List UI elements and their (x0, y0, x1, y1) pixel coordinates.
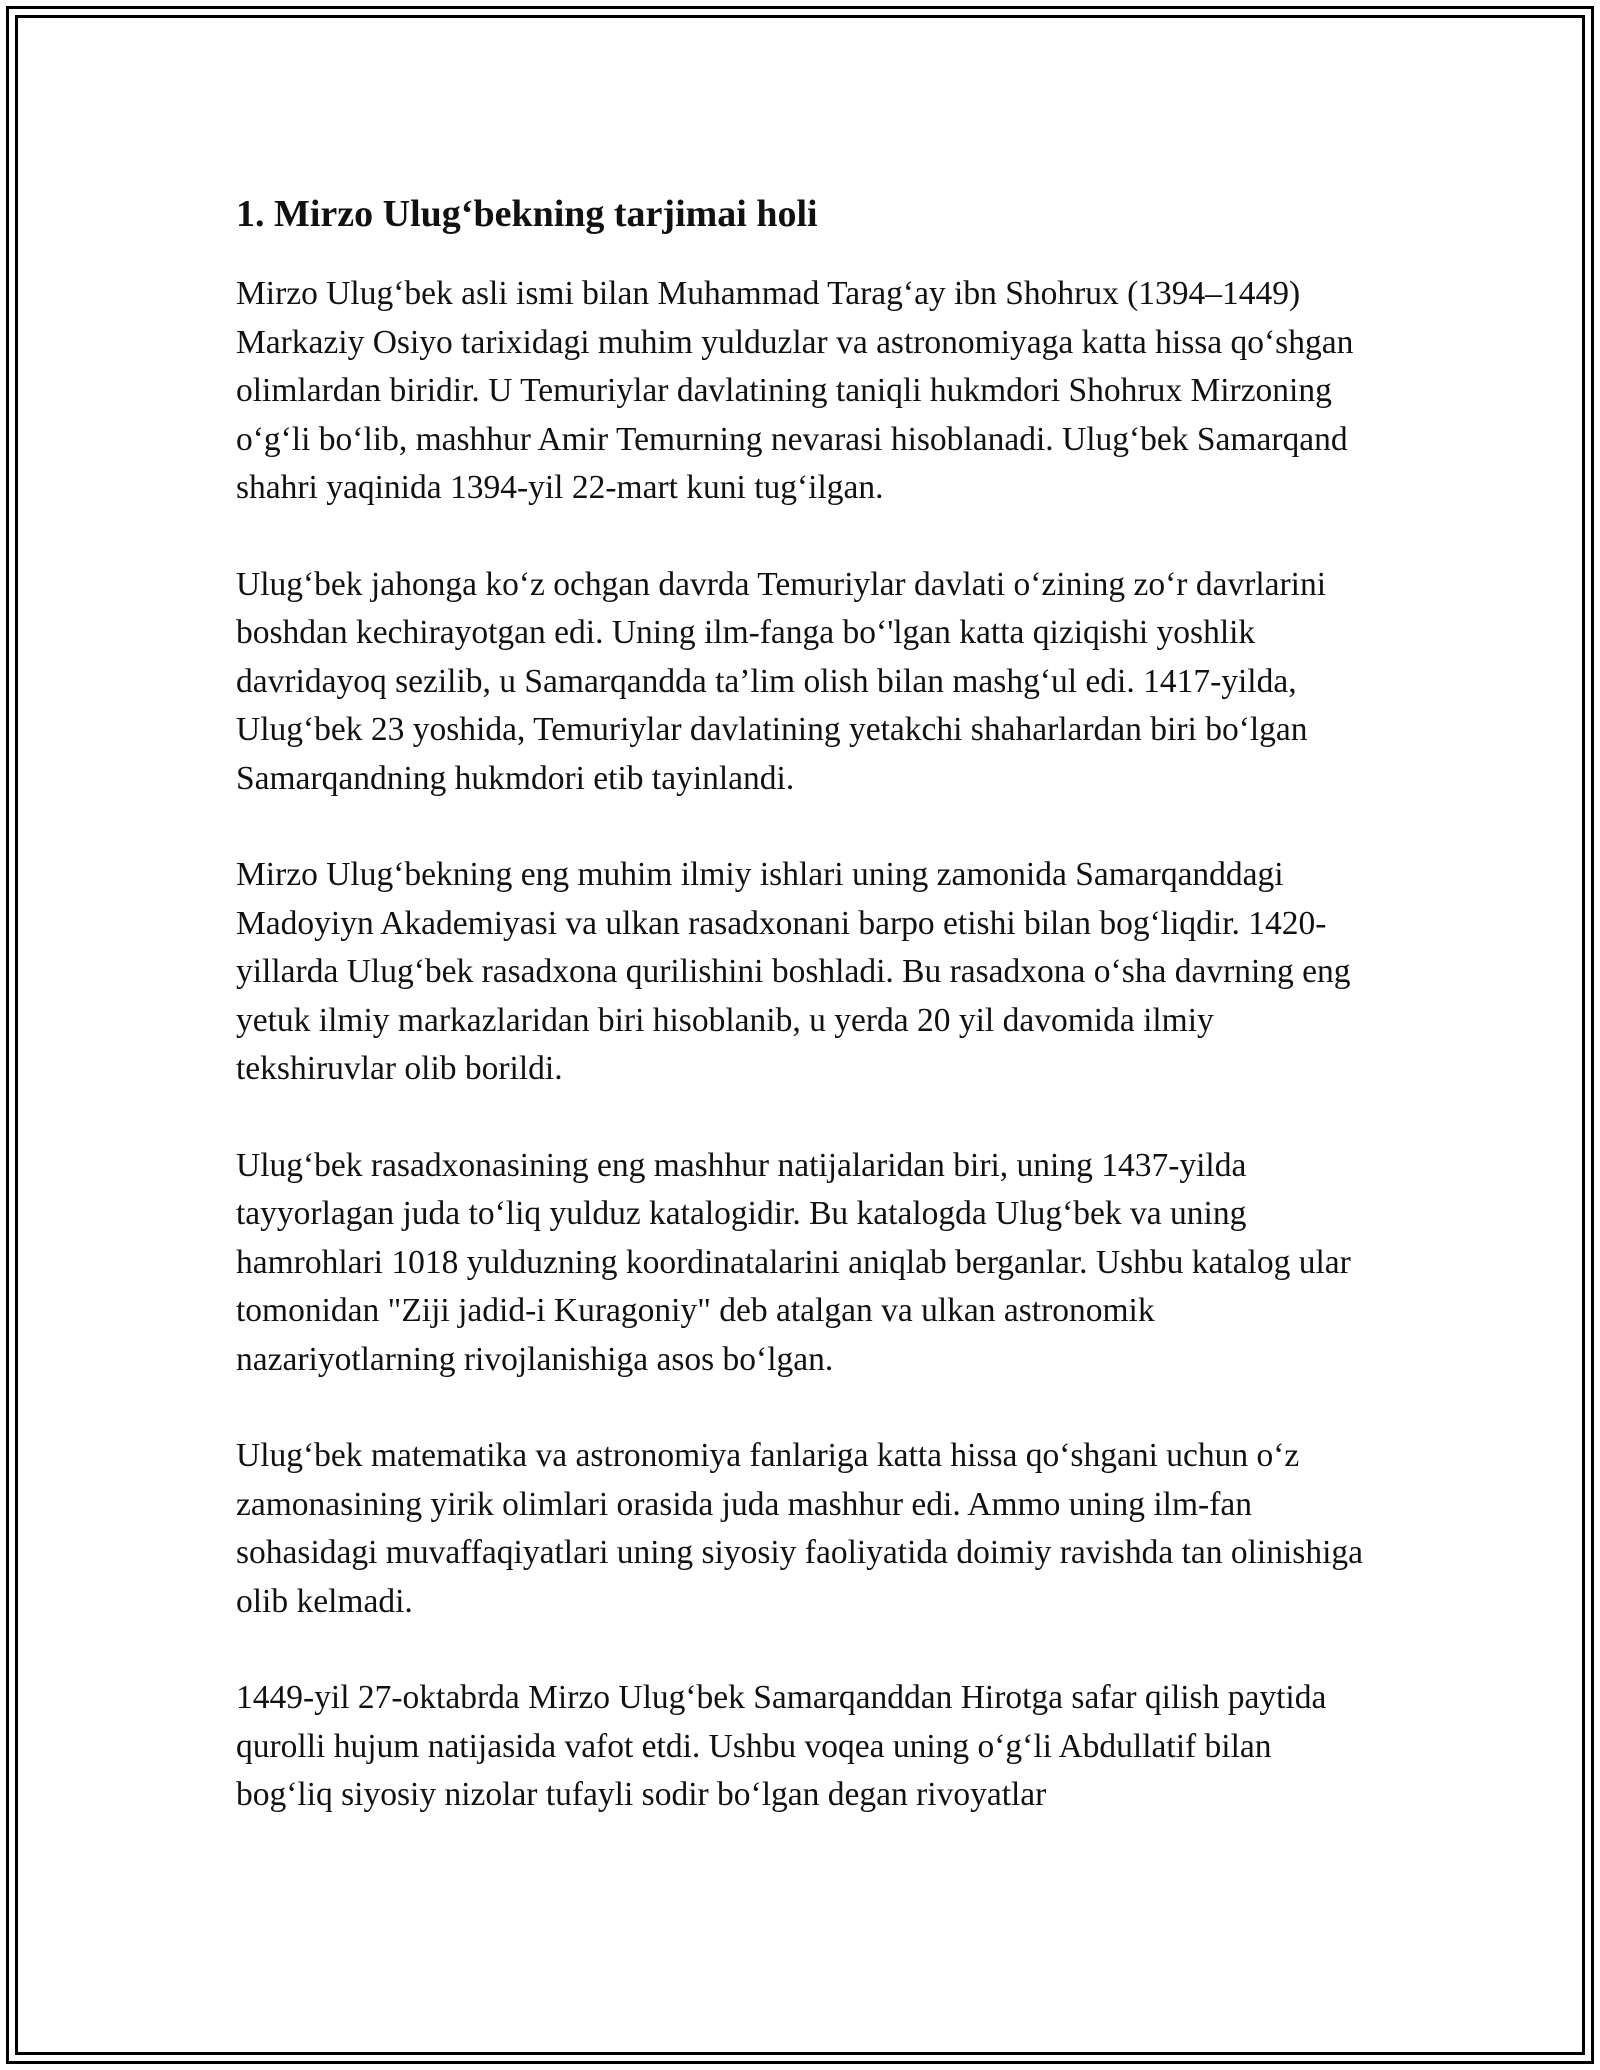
paragraph-star-catalog: Ulug‘bek rasadxonasining eng mashhur natijalaridan biri, uning 1437-yilda tayyorlagan juda to‘liq yulduz katalogidir. Bu katalogda Ulug‘bek va uning hamrohlari 1018 yulduzning koordinatalarini aniqlab berganlar. Ushbu katalog ular tomonidan "Ziji jadid-i Kuragoniy" deb atalgan va ulkan astronomik nazariyotlarning rivojlanishiga asos bo‘lgan. (236, 1146, 1351, 1378)
paragraph-scientific-fame: Ulug‘bek matematika va astronomiya fanlariga katta hissa qo‘shgani uchun o‘z zamonasining yirik olimlari orasida juda mashhur edi. Ammo uning ilm-fan sohasidagi muvaffaqiyatlari uning siyosiy faoliyatida doimiy ravishda tan olinishiga olib kelmadi. (236, 1437, 1364, 1620)
section-heading: 1. Mirzo Ulug‘bekning tarjimai holi (236, 193, 818, 235)
document-body (236, 186, 1376, 1868)
paragraph-early-life: Ulug‘bek jahonga ko‘z ochgan davrda Temuriylar davlati o‘zining zo‘r davrlarini boshdan kechirayotgan edi. Uning ilm-fanga bo‘'lgan katta qiziqishi yoshlik davridayoq sezilib, u Samarqandda ta’lim olish bilan mashg‘ul edi. 1417-yilda, Ulug‘bek 23 yoshida, Temuriylar davlatining yetakchi shaharlardan biri bo‘lgan Samarqandning hukmdori etib tayinlandi. (236, 565, 1327, 797)
paragraph-death: 1449-yil 27-oktabrda Mirzo Ulug‘bek Samarqanddan Hirotga safar qilish paytida qurolli hujum natijasida vafot etdi. Ushbu voqea uning o‘g‘li Abdullatif bilan bog‘liq siyosiy nizolar tufayli sodir bo‘lgan degan rivoyatlar (236, 1679, 1327, 1813)
paragraph-observatory: Mirzo Ulug‘bekning eng muhim ilmiy ishlari uning zamonida Samarqanddagi Madoyiyn Akademiyasi va ulkan rasadxonani barpo etishi bilan bog‘liqdir. 1420-yillarda Ulug‘bek rasadxona qurilishini boshladi. Bu rasadxona o‘sha davrning eng yetuk ilmiy markazlaridan biri hisoblanib, u yerda 20 yil davomida ilmiy tekshiruvlar olib borildi. (236, 856, 1351, 1087)
paragraph-biography-intro: Mirzo Ulug‘bek asli ismi bilan Muhammad Tarag‘ay ibn Shohrux (1394–1449) Markaziy Osiyo tarixidagi muhim yulduzlar va astronomiyaga katta hissa qo‘shgan olimlardan biridir. U Temuriylar davlatining taniqli hukmdori Shohrux Mirzoning o‘g‘li bo‘lib, mashhur Amir Temurning nevarasi hisoblanadi. Ulug‘bek Samarqand shahri yaqinida 1394-yil 22-mart kuni tug‘ilgan. (236, 275, 1354, 506)
